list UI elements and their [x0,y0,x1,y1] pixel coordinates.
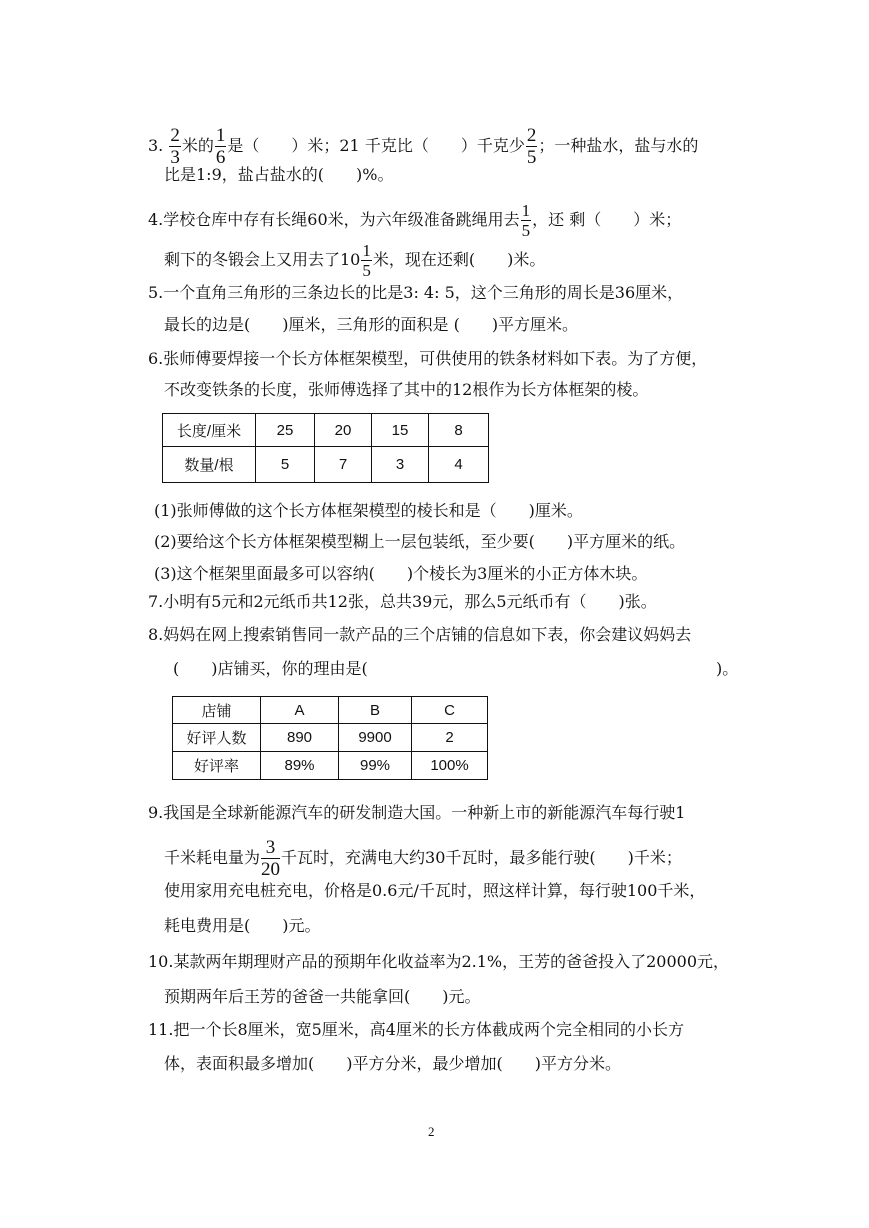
table-cell: C [412,697,488,724]
q9-text-2: 千瓦时，充满电大约30千瓦时，最多能行驶( )千米； [281,848,682,867]
q9-line-2 [164,838,682,879]
q6-line-1: 6.张师傅要焊接一个长方体框架模型，可供使用的铁条材料如下表。为了方便， [148,349,708,368]
table-cell: 4 [429,447,489,483]
table-cell: 5 [256,447,315,483]
q4-text-1: 4.学校仓库中存有长绳60米，为六年级准备跳绳用去 [148,210,520,229]
q4-fraction-2: $\frac{1}{5}$ [362,241,371,280]
q6-material-table [162,413,489,483]
q4-line-1 [148,202,681,239]
q9-line-4: 耗电费用是( )元。 [164,916,321,935]
q8-line-2a: ( )店铺买，你的理由是( [173,659,368,678]
table-cell: 数量/根 [163,447,256,483]
table-cell: A [261,697,339,724]
q4-text-2: ，还 剩（ ）米； [532,210,682,229]
q11-line-1: 11.把一个长8厘米，宽5厘米，高4厘米的长方体截成两个完全相同的小长方 [148,1020,684,1039]
q9-fraction-1: $\frac{3}{20}$ [261,837,281,880]
q3-text-2: 是（ ）米；21 千克比（ ）千克少 [227,136,525,155]
table-cell: 店铺 [173,697,261,724]
table-cell: 好评率 [173,752,261,780]
page-number: 2 [428,1124,435,1139]
q3-text-1: 米的 [181,136,214,155]
table-cell: 20 [315,414,372,447]
q3-fraction-1: $\frac{2}{3}$ [170,125,180,168]
table-cell: 好评人数 [173,724,261,752]
table-cell: 长度/厘米 [163,414,256,447]
q5-line-1: 5.一个直角三角形的三条边长的比是3: 4: 5，这个三角形的周长是36厘米， [148,283,684,302]
q10-line-1: 10.某款两年期理财产品的预期年化收益率为2.1%，王芳的爸爸投入了20000元， [148,952,729,971]
q11-line-2: 体，表面积最多增加( )平方分米，最少增加( )平方分米。 [164,1054,621,1073]
q3-line-1 [148,126,698,167]
q6-sub-1: (1)张师傅做的这个长方体框架模型的棱长和是（ )厘米。 [154,501,583,520]
table-cell: 9900 [339,724,412,752]
table-cell: 2 [412,724,488,752]
q4-text-4: 米，现在还剩( )米。 [372,250,546,269]
q3-text-3: ；一种盐水，盐与水的 [538,136,699,155]
q3-fraction-3: $\frac{2}{5}$ [526,125,537,168]
q6-line-2: 不改变铁条的长度，张师傅选择了其中的12根作为长方体框架的棱。 [164,380,649,399]
q7-line-1: 7.小明有5元和2元纸币共12张，总共39元，那么5元纸币有（ )张。 [148,592,657,611]
q8-line-1: 8.妈妈在网上搜索销售同一款产品的三个店铺的信息如下表，你会建议妈妈去 [148,625,692,644]
q9-text-1: 千米耗电量为 [164,848,261,867]
q4-line-2 [164,242,545,279]
q8-shop-table [172,696,488,780]
table-cell: 15 [372,414,429,447]
q5-line-2: 最长的边是( )厘米，三角形的面积是 ( )平方厘米。 [164,315,579,334]
q8-line-2b: )。 [716,659,739,678]
q3-fraction-2: $\frac{1}{6}$ [215,125,226,168]
q6-sub-2: (2)要给这个长方体框架模型糊上一层包装纸，至少要( )平方厘米的纸。 [154,532,686,551]
q6-sub-3: (3)这个框架里面最多可以容纳( )个棱长为3厘米的小正方体木块。 [154,564,648,583]
table-cell: 100% [412,752,488,780]
table-cell: 7 [315,447,372,483]
table-cell: B [339,697,412,724]
q10-line-2: 预期两年后王芳的爸爸一共能拿回( )元。 [164,987,481,1006]
table-cell: 3 [372,447,429,483]
q3-line-2: 比是1:9，盐占盐水的( )%。 [164,165,394,184]
table-cell: 89% [261,752,339,780]
table-cell: 890 [261,724,339,752]
q9-line-3: 使用家用充电桩充电，价格是0.6元/千瓦时，照这样计算，每行驶100千米， [164,881,706,900]
q9-line-1: 9.我国是全球新能源汽车的研发制造大国。一种新上市的新能源汽车每行驶1 [148,803,686,822]
table-cell: 99% [339,752,412,780]
table-cell: 25 [256,414,315,447]
table-cell: 8 [429,414,489,447]
q4-text-3: 剩下的冬锻会上又用去了10 [164,250,361,269]
q4-fraction-1: $\frac{1}{5}$ [521,201,531,240]
q3-number: 3. [148,136,164,155]
